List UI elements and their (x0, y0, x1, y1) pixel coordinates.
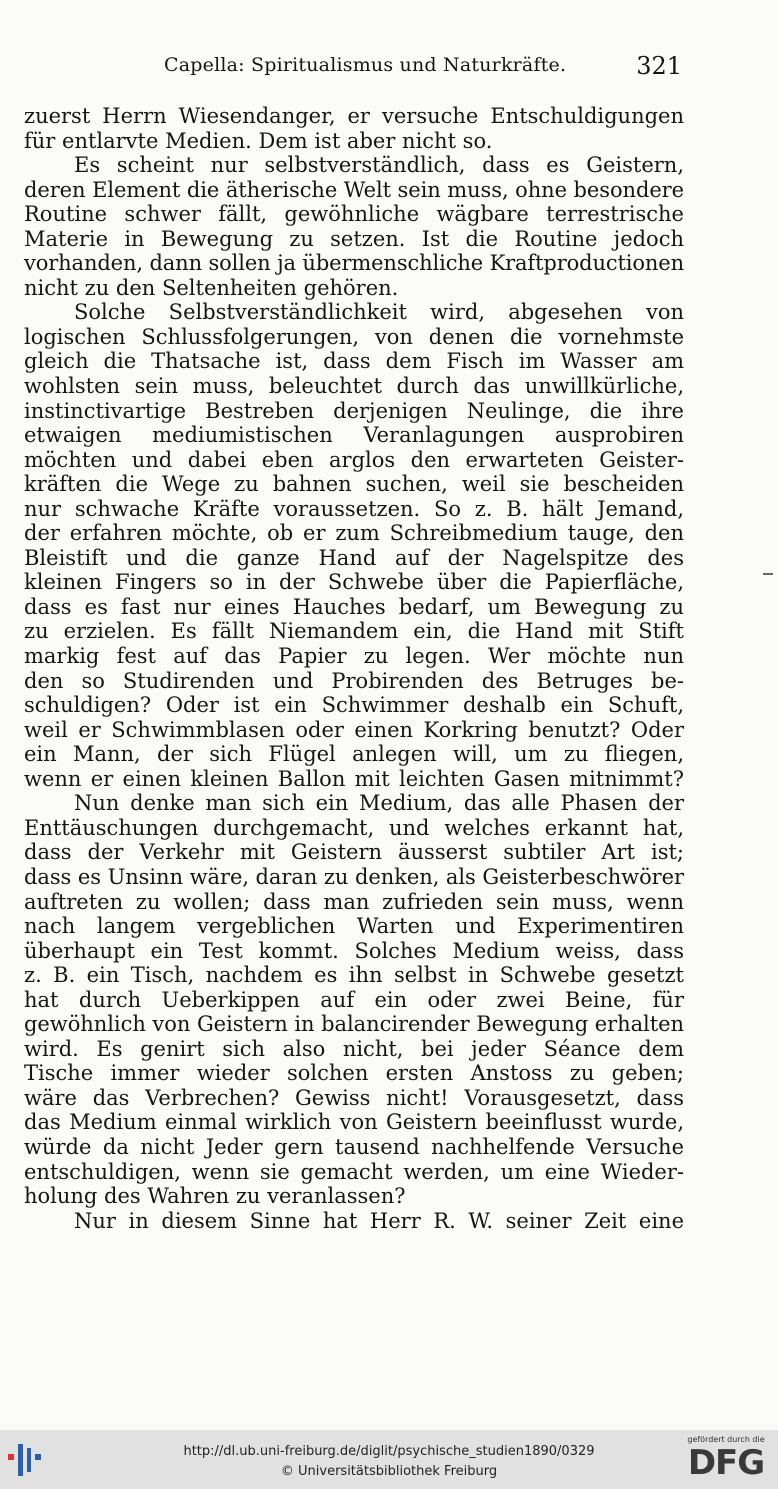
text-line: Enttäuschungen durchgemacht, und welches erkannt hat, (24, 815, 684, 840)
text-line: wenn er einen kleinen Ballon mit leichten Gasen mitnimmt? (24, 766, 684, 791)
text-line: zuerst Herrn Wiesendanger, er versuche Entschuldigungen (24, 104, 684, 128)
text-line: den so Studirenden und Probirenden des Betruges be- (24, 668, 684, 693)
text-line: dass der Verkehr mit Geistern äusserst subtiler Art ist; (24, 840, 684, 865)
text-line: Es scheint nur selbstverständlich, dass es Geistern, (74, 153, 684, 178)
text-line: entschuldigen, wenn sie gemacht werden, um eine Wieder- (24, 1159, 684, 1184)
running-title: Capella: Spiritualismus und Naturkräfte. (164, 54, 567, 76)
text-line: schuldigen? Oder ist ein Schwimmer deshalb ein Schuft, (24, 693, 684, 718)
text-line: nicht zu den Seltenheiten gehören. (24, 275, 399, 300)
text-line: Materie in Bewegung zu setzen. Ist die Routine jedoch (24, 226, 684, 251)
text-line: hat durch Ueberkippen auf ein oder zwei Beine, für (24, 987, 684, 1012)
text-line: wohlsten sein muss, beleuchtet durch das unwillkürliche, (24, 374, 684, 399)
running-head (24, 52, 684, 82)
text-line: dass es fast nur eines Hauches bedarf, um Bewegung zu (24, 594, 684, 619)
text-line: kräften die Wege zu bahnen suchen, weil sie bescheiden (24, 472, 684, 497)
text-line: Tische immer wieder solchen ersten Anstoss zu geben; (24, 1061, 684, 1086)
text-line: weil er Schwimmblasen oder einen Korkring benutzt? Oder (24, 717, 684, 742)
text-line: nach langem vergeblichen Warten und Experimentiren (24, 914, 684, 939)
footer-url-link[interactable]: http://dl.ub.uni-freiburg.de/diglit/psychische_studien1890/0329 (183, 1444, 595, 1459)
text-line: wäre das Verbrechen? Gewiss nicht! Vorausgesetzt, dass (24, 1085, 684, 1110)
text-line: zu erzielen. Es fällt Niemandem ein, die Hand mit Stift (24, 619, 684, 644)
text-line: nur schwache Kräfte voraussetzen. So z. B. hält Jemand, (24, 496, 684, 521)
text-line: vorhanden, dann sollen ja übermenschliche Kraftproductionen (24, 251, 684, 276)
text-line: gleich die Thatsache ist, dass dem Fisch im Wasser am (24, 349, 684, 374)
text-line: würde da nicht Jeder gern tausend nachhelfende Versuche (24, 1134, 684, 1159)
text-line: z. B. ein Tisch, nachdem es ihn selbst in Schwebe gesetzt (24, 963, 684, 988)
text-line: wird. Es genirt sich also nicht, bei jeder Séance dem (24, 1036, 684, 1061)
dfg-sponsor[interactable] (684, 1435, 768, 1482)
text-line: Nun denke man sich ein Medium, das alle Phasen der (74, 791, 684, 816)
dfg-caption: gefördert durch die (687, 1435, 765, 1444)
text-line: der erfahren möchte, ob er zum Schreibmedium tauge, den (24, 521, 684, 546)
footer-bar (0, 1430, 778, 1489)
page-number: 321 (636, 52, 682, 80)
text-line: logischen Schlussfolgerungen, von denen die vornehmste (24, 324, 684, 349)
text-line: markig fest auf das Papier zu legen. Wer möchte nun (24, 644, 684, 669)
text-line: Bleistift und die ganze Hand auf der Nagelspitze des (24, 545, 684, 570)
text-line: deren Element die ätherische Welt sein muss, ohne besondere (24, 177, 684, 202)
text-line: möchten und dabei eben arglos den erwarteten Geister- (24, 447, 684, 472)
text-line: überhaupt ein Test kommt. Solches Medium weiss, dass (24, 938, 684, 963)
body-text (24, 104, 684, 1233)
text-line: instinctivartige Bestreben derjenigen Neulinge, die ihre (24, 398, 684, 423)
text-line: das Medium einmal wirklich von Geistern beeinflusst wurde, (24, 1110, 684, 1135)
dfg-logo-icon: DFG (687, 1443, 765, 1483)
footer-copyright: © Universitätsbibliothek Freiburg (280, 1464, 498, 1479)
text-line: Solche Selbstverständlichkeit wird, abgesehen von (74, 300, 684, 325)
text-line: kleinen Fingers so in der Schwebe über die Papierfläche, (24, 570, 684, 595)
text-line: etwaigen mediumistischen Veranlagungen ausprobiren (24, 423, 684, 448)
text-line: für entlarvte Medien. Dem ist aber nicht so. (24, 128, 493, 153)
text-line: dass es Unsinn wäre, daran zu denken, als Geisterbeschwörer (24, 864, 684, 889)
text-line: gewöhnlich von Geistern in balancirender Bewegung erhalten (24, 1012, 684, 1037)
text-line: holung des Wahren zu veranlassen? (24, 1184, 406, 1209)
margin-mark (763, 573, 773, 575)
text-line: auftreten zu wollen; dass man zufrieden sein muss, wenn (24, 889, 684, 914)
text-line: ein Mann, der sich Flügel anlegen will, um zu fliegen, (24, 742, 684, 767)
text-line: Nur in diesem Sinne hat Herr R. W. seiner Zeit eine (74, 1208, 684, 1233)
text-line: Routine schwer fällt, gewöhnliche wägbare terrestrische (24, 202, 684, 227)
